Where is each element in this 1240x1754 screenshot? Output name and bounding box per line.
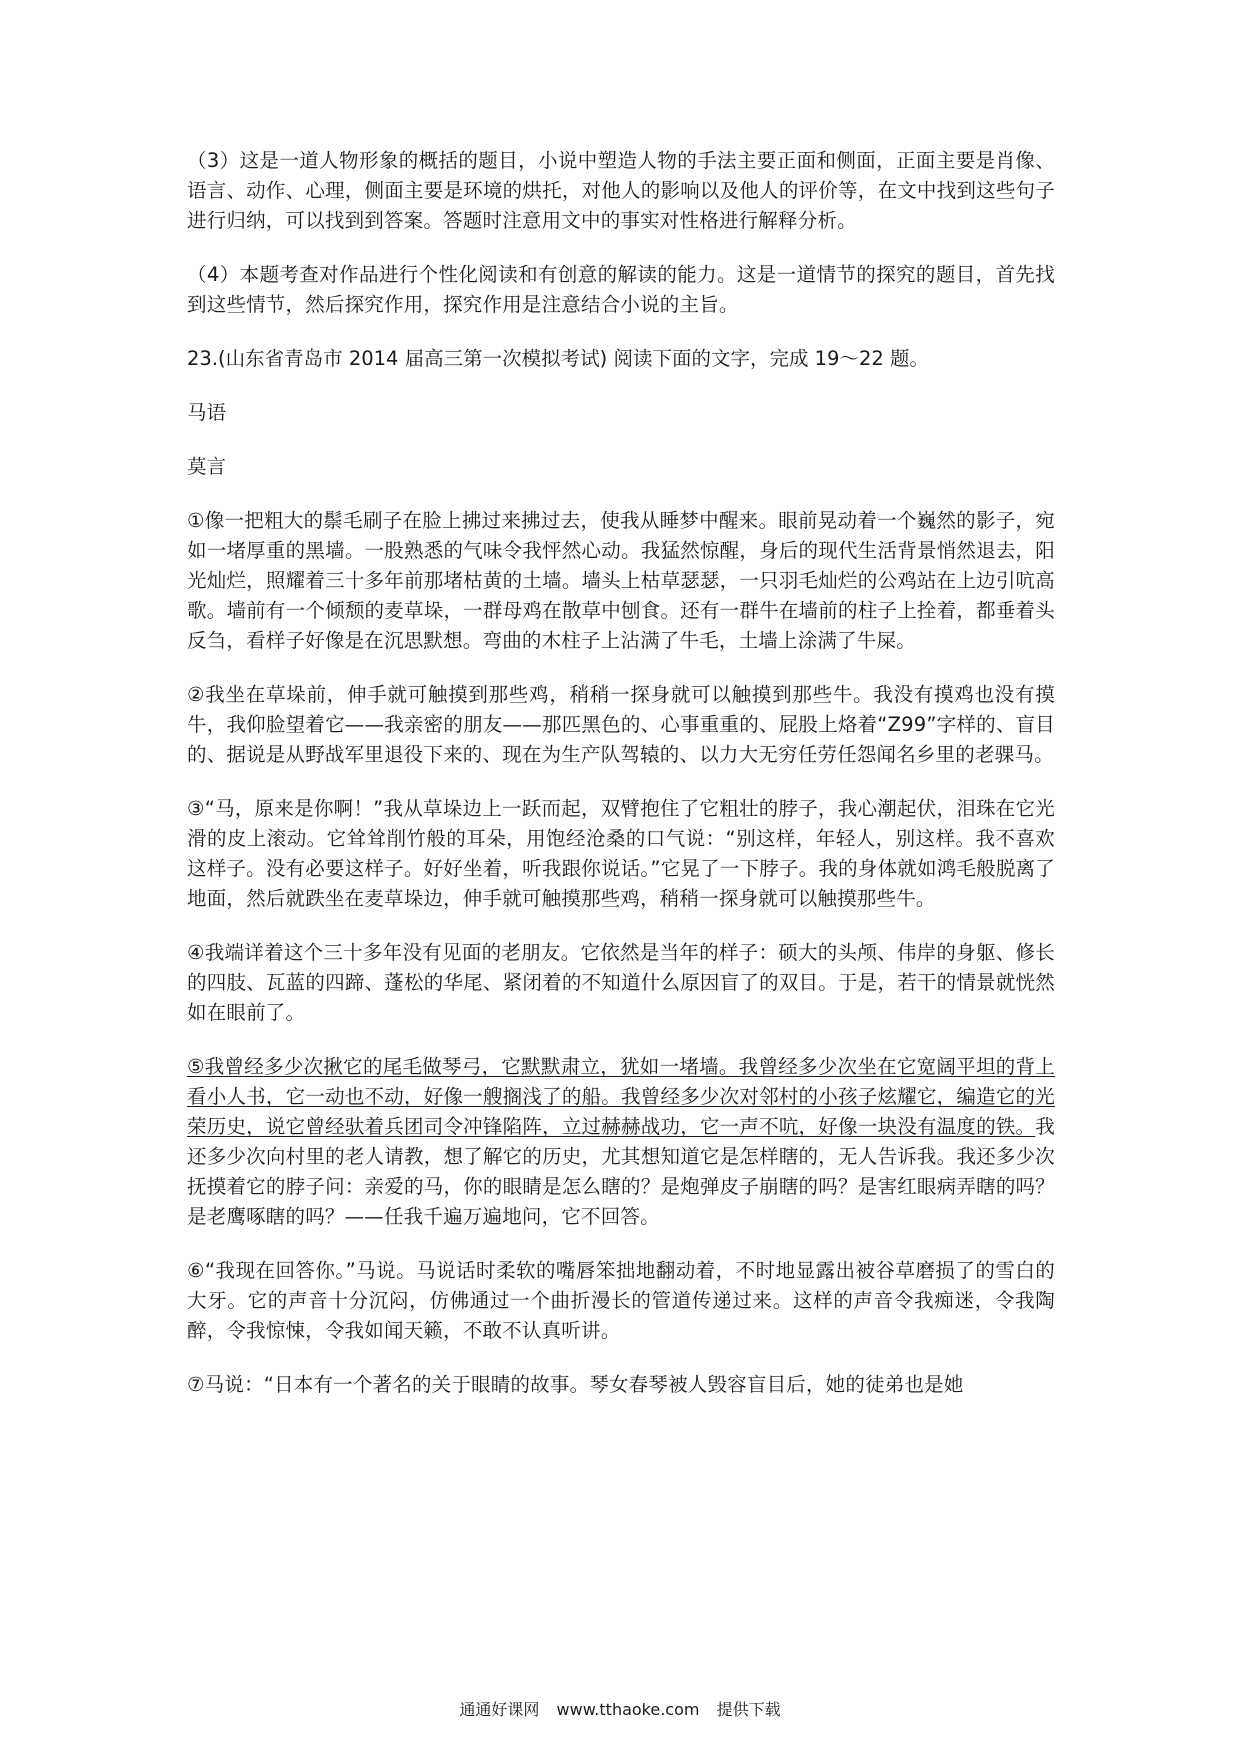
story-paragraph-4: ④我端详着这个三十多年没有见面的老朋友。它依然是当年的样子：硕大的头颅、伟岸的身躯、修长的四肢、瓦蓝的四蹄、蓬松的华尾、紧闭着的不知道什么原因盲了的双目。于是，若干的情景就恍然如在眼前了。 xyxy=(187,941,1055,1024)
story-paragraph-6: ⑥“我现在回答你。”马说。马说话时柔软的嘴唇笨拙地翻动着，不时地显露出被谷草磨损了的雪白的大牙。它的声音十分沉闷，仿佛通过一个曲折漫长的管道传递过来。这样的声音令我痴迷，令我陶醉，令我惊悚，令我如闻天籁，不敢不认真听讲。 xyxy=(187,1259,1055,1342)
underlined-passage: ⑤我曾经多少次揪它的尾毛做琴弓，它默默肃立，犹如一堵墙。我曾经多少次坐在它宽阔平坦的背上看小人书，它一动也不动，好像一艘搁浅了的船。我曾经多少次对邻村的小孩子炫耀它，编造它的光荣历史，说它曾经驮着兵团司令冲锋陷阵，立过赫赫战功，它一声不吭，好像一块没有温度的铁。 xyxy=(187,1055,1055,1138)
footer-site-name: 通通好课网 xyxy=(459,1700,540,1719)
document-body xyxy=(187,146,1055,1424)
paragraph-5-rest: 我还多少次向村里的老人请教，想了解它的历史，尤其想知道它是怎样瞎的，无人告诉我。我还多少次抚摸着它的脖子问：亲爱的马，你的眼睛是怎么瞎的？是炮弹皮子崩瞎的吗？是害红眼病弄瞎的吗？是老鹰啄瞎的吗？——任我千遍万遍地问，它不回答。 xyxy=(187,1115,1055,1228)
page-footer xyxy=(0,1697,1240,1720)
story-paragraph-5 xyxy=(187,1052,1055,1232)
story-paragraph-1: ①像一把粗大的鬃毛刷子在脸上拂过来拂过去，使我从睡梦中醒来。眼前晃动着一个巍然的影子，宛如一堵厚重的黑墙。一股熟悉的气味令我怦然心动。我猛然惊醒，身后的现代生活背景悄然退去，阳光灿烂，照耀着三十多年前那堵枯黄的土墙。墙头上枯草瑟瑟，一只羽毛灿烂的公鸡站在上边引吭高歌。墙前有一个倾颓的麦草垛，一群母鸡在散草中刨食。还有一群牛在墙前的柱子上拴着，都垂着头反刍，看样子好像是在沉思默想。弯曲的木柱子上沾满了牛毛，土墙上涂满了牛屎。 xyxy=(187,509,1055,652)
story-paragraph-3: ③“马，原来是你啊！”我从草垛边上一跃而起，双臂抱住了它粗壮的脖子，我心潮起伏，泪珠在它光滑的皮上滚动。它耸耸削竹般的耳朵，用饱经沧桑的口气说：“别这样，年轻人，别这样。我不喜欢这样子。没有必要这样子。好好坐着，听我跟你说话。”它晃了一下脖子。我的身体就如鸿毛般脱离了地面，然后就跌坐在麦草垛边，伸手就可触摸那些鸡，稍稍一探身就可以触摸那些牛。 xyxy=(187,797,1055,910)
story-paragraph-2: ②我坐在草垛前，伸手就可触摸到那些鸡，稍稍一探身就可以触摸到那些牛。我没有摸鸡也没有摸牛，我仰脸望着它——我亲密的朋友——那匹黑色的、心事重重的、屁股上烙着“Z99”字样的、盲目的、据说是从野战军里退役下来的、现在为生产队驾辕的、以力大无穷任劳任怨闻名乡里的老骒马。 xyxy=(187,683,1055,766)
story-title: 马语 xyxy=(187,401,227,424)
footer-suffix: 提供下载 xyxy=(716,1700,781,1719)
story-author: 莫言 xyxy=(187,455,227,478)
answer-paragraph-4: （4）本题考查对作品进行个性化阅读和有创意的解读的能力。这是一道情节的探究的题目，首先找到这些情节，然后探究作用，探究作用是注意结合小说的主旨。 xyxy=(187,263,1055,316)
footer-url[interactable]: www.tthaoke.com xyxy=(556,1700,700,1719)
story-paragraph-7: ⑦马说：“日本有一个著名的关于眼睛的故事。琴女春琴被人毁容盲目后，她的徒弟也是她 xyxy=(187,1373,964,1396)
answer-paragraph-3: （3）这是一道人物形象的概括的题目，小说中塑造人物的手法主要正面和侧面，正面主要是肖像、语言、动作、心理，侧面主要是环境的烘托，对他人的影响以及他人的评价等，在文中找到这些句子进行归纳，可以找到到答案。答题时注意用文中的事实对性格进行解释分析。 xyxy=(187,149,1055,232)
question-23-header: 23.(山东省青岛市 2014 届高三第一次模拟考试) 阅读下面的文字，完成 19～22 题。 xyxy=(187,347,929,370)
